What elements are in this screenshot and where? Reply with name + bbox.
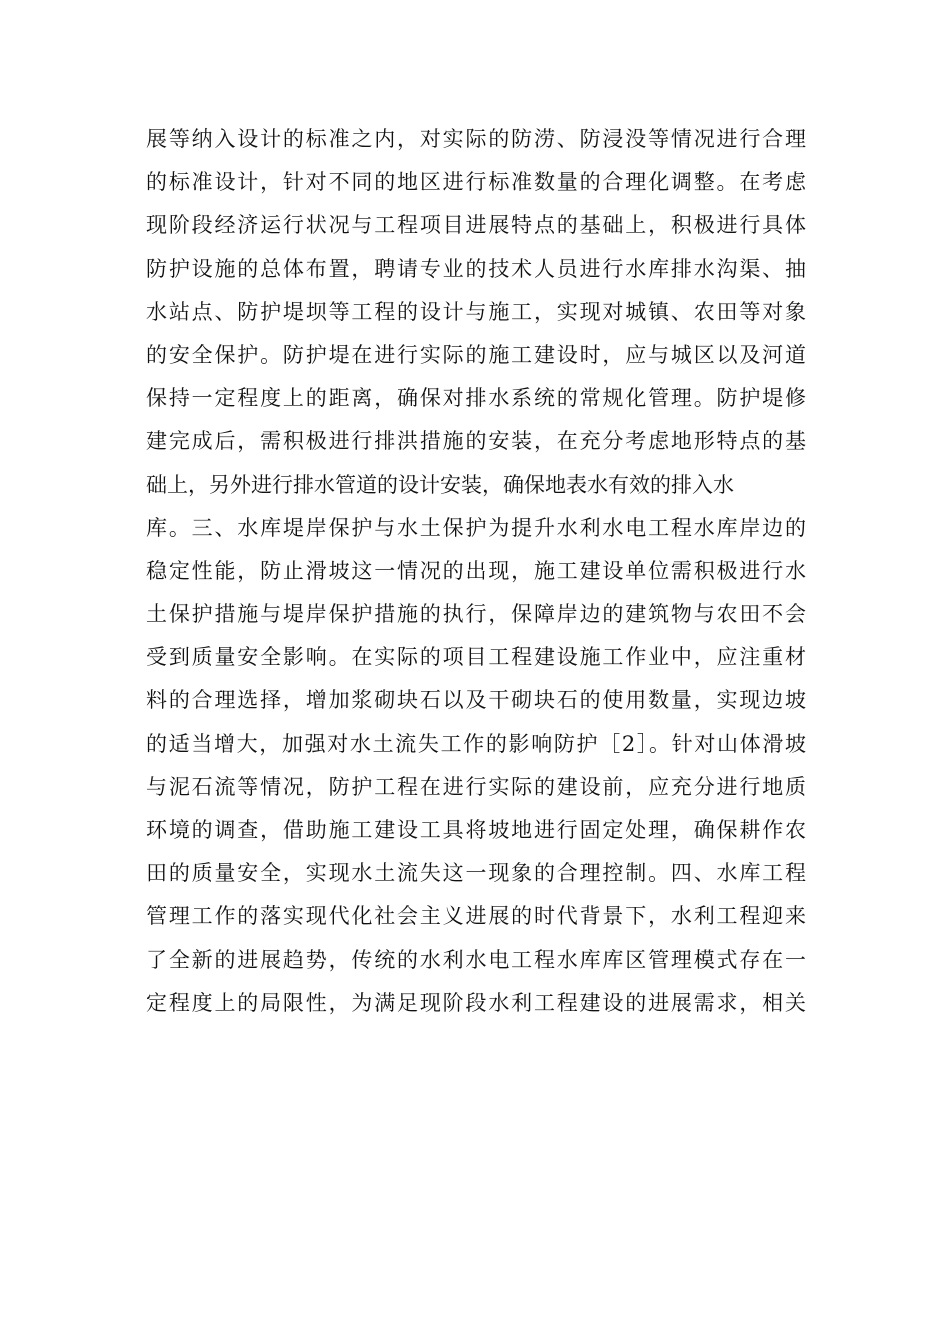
- text-line: 料的合理选择，增加浆砌块石以及干砌块石的使用数量，实现边坡: [146, 688, 806, 713]
- text-line: 环境的调查，借助施工建设工具将坡地进行固定处理，确保耕作农: [146, 818, 806, 842]
- text-line: 了全新的进展趋势，传统的水利水电工程水库库区管理模式存在一: [146, 947, 806, 972]
- text-line: 保持一定程度上的距离，确保对排水系统的常规化管理。防护堤修: [146, 386, 806, 411]
- text-line: 现阶段经济运行状况与工程项目进展特点的基础上，积极进行具体: [146, 213, 806, 238]
- text-line: 展等纳入设计的标准之内，对实际的防涝、防浸没等情况进行合理: [146, 127, 806, 151]
- text-line: 土保护措施与堤岸保护措施的执行，保障岸边的建筑物与农田不会: [146, 602, 806, 627]
- text-line: 与泥石流等情况，防护工程在进行实际的建设前，应充分进行地质: [146, 774, 806, 799]
- text-line: 田的质量安全，实现水土流失这一现象的合理控制。四、水库工程: [146, 861, 806, 886]
- text-line: 定程度上的局限性，为满足现阶段水利工程建设的进展需求，相关: [146, 990, 806, 1015]
- text-line: 建完成后，需积极进行排洪措施的安装，在充分考虑地形特点的基: [146, 429, 806, 454]
- text-line: 的标准设计，针对不同的地区进行标准数量的合理化调整。在考虑: [146, 170, 806, 195]
- body-text: [146, 118, 806, 1025]
- text-line: 水站点、防护堤坝等工程的设计与施工，实现对城镇、农田等对象: [146, 299, 806, 324]
- text-line: 的安全保护。防护堤在进行实际的施工建设时，应与城区以及河道: [146, 342, 806, 367]
- text-line: 稳定性能，防止滑坡这一情况的出现，施工建设单位需积极进行水: [146, 558, 806, 583]
- text-line: 防护设施的总体布置，聘请专业的技术人员进行水库排水沟渠、抽: [146, 256, 806, 281]
- text-line: 础上，另外进行排水管道的设计安装，确保地表水有效的排入水: [146, 472, 734, 497]
- text-line: 受到质量安全影响。在实际的项目工程建设施工作业中，应注重材: [146, 645, 806, 670]
- text-line: 的适当增大，加强对水土流失工作的影响防护［2］。针对山体滑坡: [146, 731, 806, 756]
- text-line: 库。三、水库堤岸保护与水土保护为提升水利水电工程水库岸边的: [146, 515, 806, 540]
- text-line: 管理工作的落实现代化社会主义进展的时代背景下，水利工程迎来: [146, 904, 806, 929]
